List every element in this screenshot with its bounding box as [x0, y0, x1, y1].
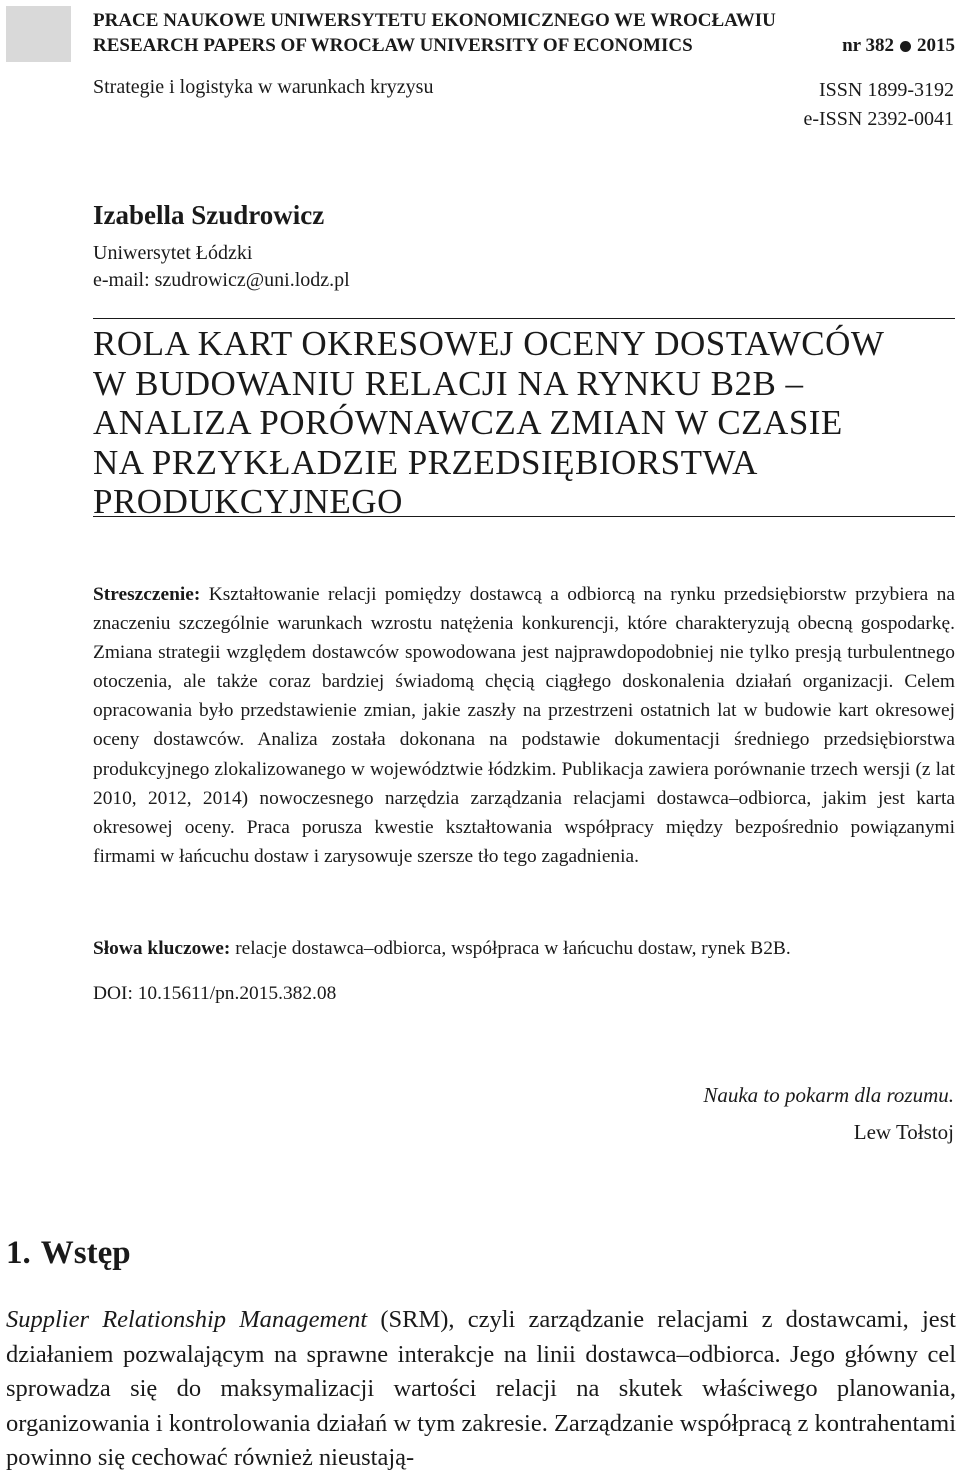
issn-block: [803, 76, 954, 134]
author-affiliation-block: [93, 240, 350, 294]
abstract: [93, 580, 955, 871]
keywords-text: relacje dostawca–odbiorca, współpraca w łańcuchu dostaw, rynek B2B.: [235, 938, 791, 959]
abstract-text: Kształtowanie relacji pomiędzy dostawcą a odbiorcą na rynku przedsiębiorstw przybiera na znaczeniu szczególnie warunkach wzrostu natężenia konkurencji, które charakteryzują obecną gospodarkę. Zmiana strategii względem dostawców spowodowana jest najprawdopodobniej nie tylko presją turbulentnego otoczenia, ale także coraz bardziej świadomą chęcią ciągłego doskonalenia działań organizacji. Celem opracowania było przedstawienie zmian, jakie zaszły na przestrzeni ostatnich lat w budowie kart okresowej oceny dostawców. Analiza została dokonana na podstawie dokumentacji średniego przedsiębiorstwa produkcyjnego zlokalizowanego w województwie łódzkim. Publikacja zawiera porównanie trzech wersji (z lat 2010, 2012, 2014) nowoczesnego narzędzia zarządzania relacjami dostawca–odbiorca, jakim jest karta okresowej oceny. Praca porusza kwestie kształtowania współpracy między bezpośrednio powiązanymi firmami w łańcuchu dostaw i zarysowuje szersze tło tego zagadnienia.: [93, 584, 955, 867]
title-top-rule: [93, 318, 955, 319]
issn: ISSN 1899-3192: [818, 79, 954, 101]
article-title: [93, 324, 955, 522]
motto: [703, 1077, 954, 1151]
intro-text: (SRM), czyli zarządzanie relacjami z dostawcami, jest działaniem pozwalającym na sprawne interakcje na linii dostawca–odbiorca. Jego główny cel sprowadza się do maksymalizacji wartości relacji na skutek właściwego planowania, organizowania i kontrolowania działań w tym zakresie. Zarządzanie współpracą z kontrahentami powinno się cechować również nieustają-: [6, 1306, 956, 1471]
author-name: Izabella Szudrowicz: [93, 200, 325, 230]
bullet-icon: [900, 41, 911, 52]
title-line: ANALIZA PORÓWNAWCZA ZMIAN W CZASIE: [93, 403, 843, 442]
section-number: 1.: [6, 1235, 31, 1271]
title-line: ROLA KART OKRESOWEJ OCENY DOSTAWCÓW: [93, 324, 885, 363]
title-line: PRODUKCYJNEGO: [93, 482, 403, 521]
title-line: W BUDOWANIU RELACJI NA RYNKU B2B –: [93, 363, 804, 403]
motto-author: Lew Tołstoj: [853, 1120, 954, 1144]
issue-info: [842, 34, 955, 58]
keywords-label: Słowa kluczowe:: [93, 938, 231, 959]
abstract-label: Streszczenie:: [93, 584, 201, 605]
issue-number: nr 382: [842, 35, 894, 56]
author-email: e-mail: szudrowicz@uni.lodz.pl: [93, 269, 350, 291]
intro-paragraph: [6, 1303, 956, 1476]
author-affiliation: Uniwersytet Łódzki: [93, 242, 253, 264]
journal-name-pl: PRACE NAUKOWE UNIWERSYTETU EKONOMICZNEGO WE WROCŁAWIU: [93, 10, 776, 31]
eissn: e-ISSN 2392-0041: [803, 108, 954, 130]
journal-name-en: RESEARCH PAPERS OF WROCŁAW UNIVERSITY OF ECONOMICS: [93, 35, 693, 56]
doi: DOI: 10.15611/pn.2015.382.08: [93, 983, 337, 1004]
title-bottom-rule: [93, 516, 955, 517]
section-title: Wstęp: [40, 1235, 131, 1271]
motto-quote: Nauka to pokarm dla rozumu.: [703, 1083, 954, 1107]
series-title: Strategie i logistyka w warunkach kryzysu: [93, 76, 434, 98]
issue-year: 2015: [917, 35, 955, 56]
keywords: [93, 938, 955, 960]
journal-header-line: [93, 34, 955, 58]
intro-term: Supplier Relationship Management: [6, 1306, 368, 1333]
journal-logo-placeholder: [6, 6, 71, 62]
section-heading: [6, 1235, 131, 1272]
title-line: NA PRZYKŁADZIE PRZEDSIĘBIORSTWA: [93, 442, 758, 482]
